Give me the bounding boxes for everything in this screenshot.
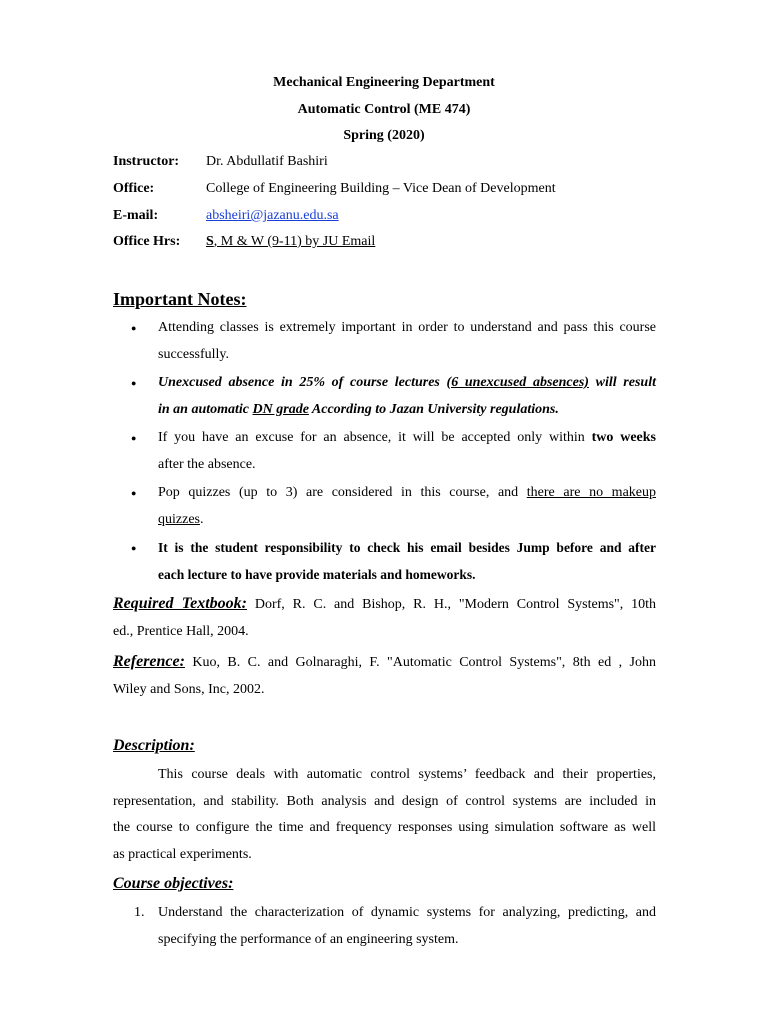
note-5-line-1: It is the student responsibility to check his email besides Jump before and after: [158, 540, 656, 555]
instructor-value: Dr. Abdullatif Bashiri: [206, 154, 328, 169]
note-1-line-1: Attending classes is extremely important in order to understand and pass this course: [158, 320, 656, 335]
objectives-heading: Course objectives:: [113, 875, 234, 892]
email-label: E-mail:: [113, 208, 159, 223]
note-4-line-1: Pop quizzes (up to 3) are considered in this course, and there are no makeup: [158, 485, 656, 500]
bullet-4: ●: [131, 488, 137, 498]
bullet-5: ●: [131, 543, 137, 553]
description-line-2: representation, and stability. Both analysis and design of control systems are included in: [113, 794, 656, 809]
bullet-1: ●: [131, 323, 137, 333]
textbook-heading: Required Textbook:: [113, 595, 247, 612]
objective-1-line-2: specifying the performance of an engineering system.: [158, 932, 459, 947]
office-hours-day: S: [206, 234, 214, 249]
department-title: Mechanical Engineering Department: [273, 75, 495, 90]
objective-1-line-1: Understand the characterization of dynamic systems for analyzing, predicting, and: [158, 905, 656, 920]
office-label: Office:: [113, 181, 155, 196]
note-5-line-2: each lecture to have provide materials and homeworks.: [158, 567, 476, 582]
important-notes-heading: Important Notes:: [113, 289, 247, 309]
office-hours-rest: , M & W (9-11) by JU Email: [213, 234, 376, 249]
bullet-3: ●: [131, 433, 137, 443]
textbook-line-1: Required Textbook: Dorf, R. C. and Bishop, R. H., "Modern Control Systems", 10th: [113, 595, 657, 612]
email-link[interactable]: absheiri@jazanu.edu.sa: [206, 208, 339, 223]
course-title: Automatic Control (ME 474): [297, 102, 471, 117]
reference-heading: Reference:: [113, 653, 185, 670]
note-3-line-1: If you have an excuse for an absence, it will be accepted only within two weeks: [158, 430, 656, 445]
note-4-line-2: quizzes.: [158, 512, 204, 527]
instructor-label: Instructor:: [113, 154, 180, 169]
term-title: Spring (2020): [343, 128, 425, 143]
reference-line-1: Reference: Kuo, B. C. and Golnaraghi, F. "Automatic Control Systems", 8th ed , John: [113, 653, 656, 670]
reference-line-2: Wiley and Sons, Inc, 2002.: [113, 682, 265, 697]
note-3-line-2: after the absence.: [158, 457, 256, 472]
note-2-line-2: in an automatic DN grade According to Jazan University regulations.: [158, 402, 559, 417]
objective-1-number: 1.: [134, 905, 145, 920]
note-2-line-1: Unexcused absence in 25% of course lectures (6 unexcused absences) will result: [158, 375, 656, 390]
office-hours-label: Office Hrs:: [113, 234, 181, 249]
description-line-4: as practical experiments.: [113, 847, 252, 862]
description-line-3: the course to configure the time and frequency responses using simulation software as well: [113, 820, 656, 835]
textbook-line-2: ed., Prentice Hall, 2004.: [113, 624, 249, 639]
note-1-line-2: successfully.: [158, 347, 230, 362]
office-hours-value: [206, 234, 375, 250]
office-value: College of Engineering Building – Vice Dean of Development: [206, 181, 556, 196]
description-line-1: This course deals with automatic control systems’ feedback and their properties,: [158, 767, 656, 782]
bullet-2: ●: [131, 378, 137, 388]
description-heading: Description:: [113, 737, 195, 754]
